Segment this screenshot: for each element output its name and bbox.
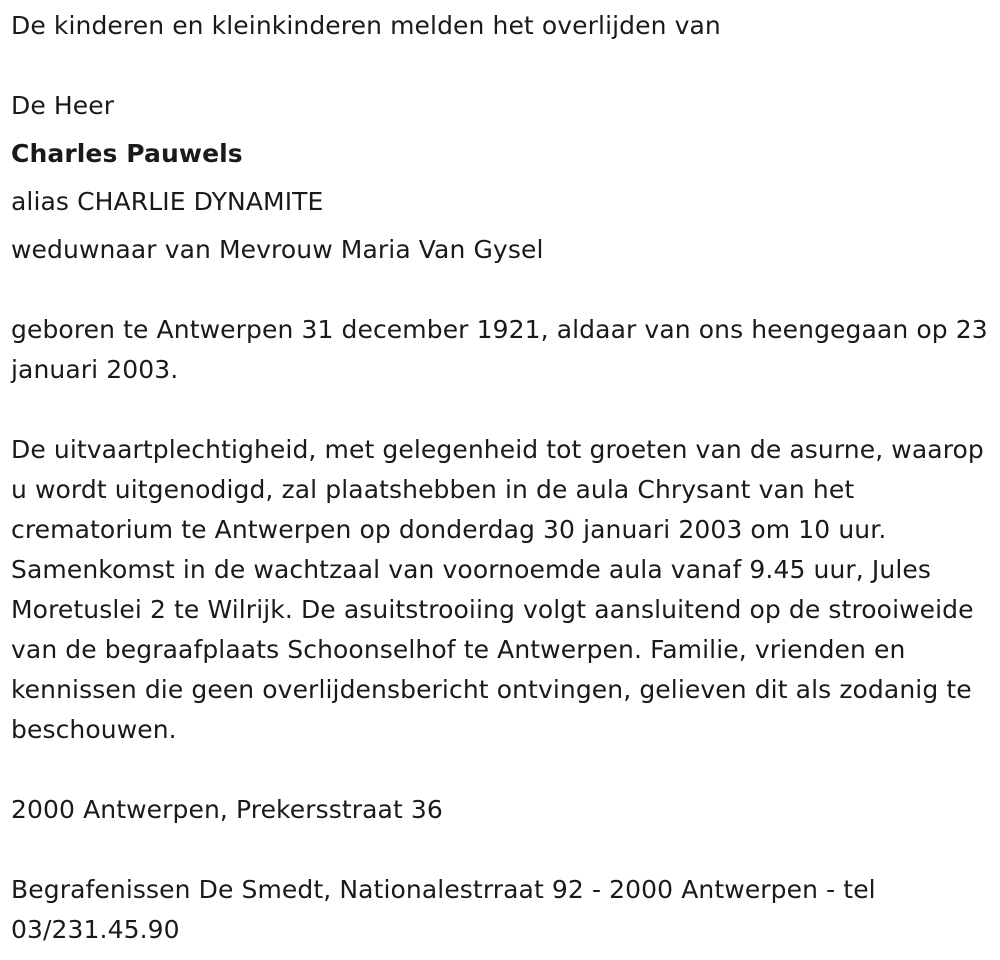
widower-text: weduwnaar van Mevrouw Maria Van Gysel bbox=[11, 235, 544, 264]
funeral-home-paragraph: Begrafenissen De Smedt, Nationalestrraat 92 - 2000 Antwerpen - tel 03/231.45.90 bbox=[11, 875, 876, 944]
deceased-name: Charles Pauwels bbox=[11, 139, 243, 168]
ceremony-paragraph: De uitvaartplechtigheid, met gelegenheid tot groeten van de asurne, waarop u wordt uitgenodigd, zal plaatshebben in de aula Chrysant van het crematorium te Antwerpen op donderdag 30 januari 2003 om 10 uur. Samenkomst in de wachtzaal van voornoemde aula vanaf 9.45 uur, Jules Moretuslei 2 te Wilrijk. De asuitstrooiing volgt aansluitend op de strooiweide van de begraafplaats Schoonselhof te Antwerpen. Familie, vrienden en kennissen die geen overlijdensbericht ontvingen, gelieven dit als zodanig te beschouwen. bbox=[11, 435, 984, 744]
honorific: De Heer bbox=[11, 91, 115, 120]
birth-death-paragraph: geboren te Antwerpen 31 december 1921, aldaar van ons heengegaan op 23 januari 2003. bbox=[11, 315, 988, 384]
address-text: 2000 Antwerpen, Prekersstraat 36 bbox=[11, 795, 443, 824]
intro-text: De kinderen en kleinkinderen melden het overlijden van bbox=[11, 11, 721, 40]
alias-text: alias CHARLIE DYNAMITE bbox=[11, 187, 324, 216]
